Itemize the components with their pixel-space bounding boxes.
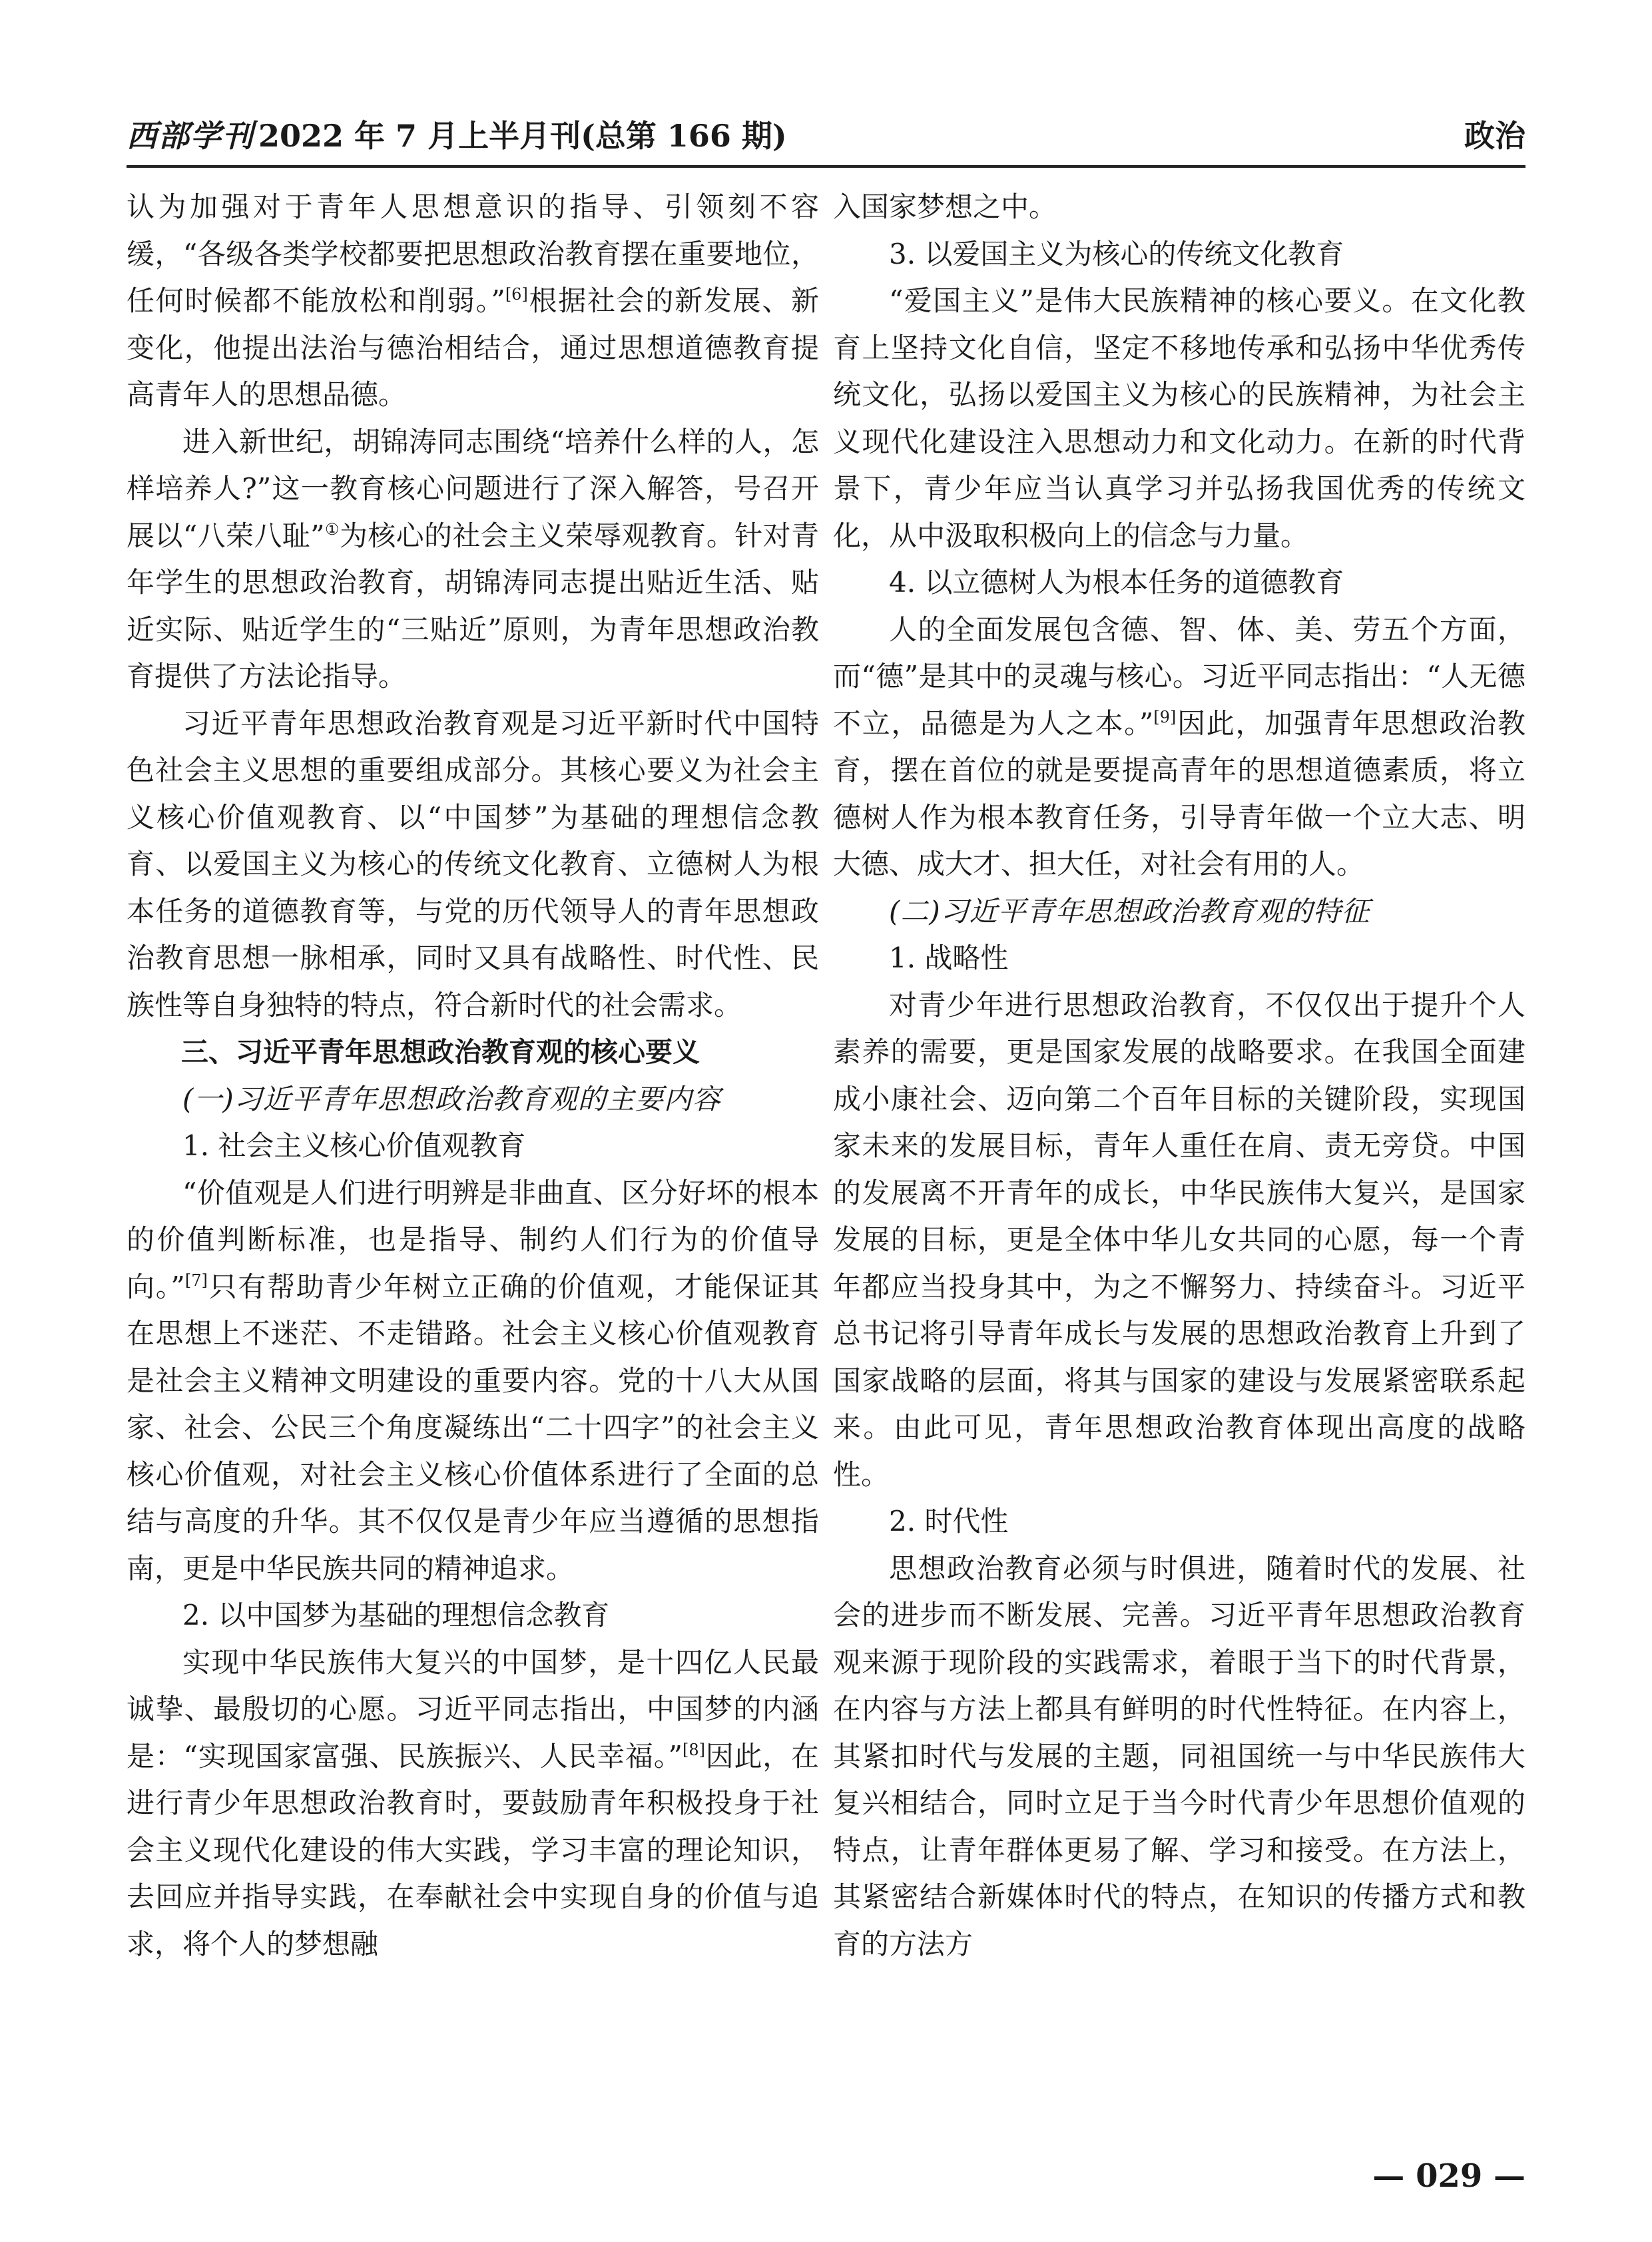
page-header: [127, 112, 1525, 168]
section-label: 政治: [1464, 118, 1525, 154]
section-heading: [127, 1029, 819, 1076]
citation-ref: [9]: [1153, 707, 1177, 726]
citation-ref: [7]: [184, 1270, 208, 1290]
right-column: [833, 184, 1525, 1968]
paragraph-text: 习近平青年思想政治教育观是习近平新时代中国特色社会主义思想的重要组成部分。其核心要义为社会主义核心价值观教育、以“中国梦”为基础的理想信念教育、以爱国主义为核心的传统文化教育、立德树人为根本任务的道德教育等，与党的历代领导人的青年思想政治教育思想一脉相承，同时又具有战略性、时代性、民族性等自身独特的特点，符合新时代的社会需求。: [127, 706, 819, 1021]
paragraph: [833, 607, 1525, 888]
paragraph-text: 1. 社会主义核心价值观教育: [182, 1129, 526, 1162]
paragraph-text: “爱国主义”是伟大民族精神的核心要义。在文化教育上坚持文化自信，坚定不移地传承和弘扬中华优秀传统文化，弘扬以爱国主义为核心的民族精神，为社会主义现代化建设注入思想动力和文化动力。在新的时代背景下，青少年应当认真学习并弘扬我国优秀的传统文化，从中汲取积极向上的信念与力量。: [833, 284, 1525, 552]
citation-ref: ①: [324, 519, 340, 539]
paragraph-text: 3. 以爱国主义为核心的传统文化教育: [889, 237, 1344, 270]
journal-logo: 西部学刊: [127, 118, 254, 154]
paragraph-text: 实现中华民族伟大复兴的中国梦，是十四亿人民最诚挚、最殷切的心愿。习近平同志指出，中国梦的内涵是：“实现国家富强、民族振兴、人民幸福。”: [127, 1645, 819, 1773]
paragraph: [833, 982, 1525, 1499]
paragraph-text: 2. 以中国梦为基础的理想信念教育: [182, 1599, 610, 1631]
paragraph-text: 1. 战略性: [889, 942, 1009, 974]
subsection-heading: [127, 1076, 819, 1123]
paragraph-text: 思想政治教育必须与时俱进，随着时代的发展、社会的进步而不断发展、完善。习近平青年思想政治教育观来源于现阶段的实践需求，着眼于当下的时代背景，在内容与方法上都具有鲜明的时代性特征。在内容上，其紧扣时代与发展的主题，同祖国统一与中华民族伟大复兴相结合，同时立足于当今时代青少年思想价值观的特点，让青年群体更易了解、学习和接受。在方法上，其紧密结合新媒体时代的特点，在知识的传播方式和教育的方法方: [833, 1551, 1525, 1960]
header-left: [127, 112, 787, 156]
page-number: — 029 —: [1372, 2157, 1525, 2195]
paragraph: [833, 559, 1525, 607]
paragraph: [127, 419, 819, 701]
paragraph-text: (二)习近平青年思想政治教育观的特征: [889, 894, 1370, 928]
paragraph: [833, 1498, 1525, 1545]
paragraph-text: 入国家梦想之中。: [833, 190, 1057, 223]
issue-info: 2022 年 7 月上半月刊(总第 166 期): [258, 118, 787, 154]
subsection-heading: [833, 888, 1525, 936]
paragraph: [833, 231, 1525, 278]
paragraph-text: 为核心的社会主义荣辱观教育。针对青年学生的思想政治教育，胡锦涛同志提出贴近生活、贴近实际、贴近学生的“三贴近”原则，为青年思想政治教育提供了方法论指导。: [127, 519, 819, 693]
paragraph-text: 认为加强对于青年人思想意识的指导、引领刻不容缓，“各级各类学校都要把思想政治教育摆在重要地位，任何时候都不能放松和削弱。”: [127, 190, 819, 317]
paragraph: [127, 1123, 819, 1170]
paragraph-text: 2. 时代性: [889, 1505, 1009, 1538]
paragraph-text: 三、习近平青年思想政治教育观的核心要义: [181, 1036, 700, 1068]
paragraph: [127, 701, 819, 1029]
paragraph-text: 因此，在进行青少年思想政治教育时，要鼓励青年积极投身于社会主义现代化建设的伟大实践，学习丰富的理论知识，去回应并指导实践，在奉献社会中实现自身的价值与追求，将个人的梦想融: [127, 1739, 819, 1960]
paragraph-text: (一)习近平青年思想政治教育观的主要内容: [182, 1082, 721, 1115]
paragraph-text: 进入新世纪，胡锦涛同志围绕“培养什么样的人，怎样培养人?”这一教育核心问题进行了深入解答，号召开展以“八荣八耻”: [127, 425, 819, 552]
citation-ref: [6]: [505, 285, 528, 304]
paragraph: [833, 935, 1525, 982]
paragraph-text: 对青少年进行思想政治教育，不仅仅出于提升个人素养的需要，更是国家发展的战略要求。在我国全面建成小康社会、迈向第二个百年目标的关键阶段，实现国家未来的发展目标，青年人重任在肩、责无旁贷。中国的发展离不开青年的成长，中华民族伟大复兴，是国家发展的目标，更是全体中华儿女共同的心愿，每一个青年都应当投身其中，为之不懈努力、持续奋斗。习近平总书记将引导青年成长与发展的思想政治教育上升到了国家战略的层面，将其与国家的建设与发展紧密联系起来。由此可见，青年思想政治教育体现出高度的战略性。: [833, 988, 1525, 1491]
left-column: [127, 184, 819, 1968]
paragraph: [833, 278, 1525, 559]
paragraph-text: “价值观是人们进行明辨是非曲直、区分好坏的根本的价值判断标准，也是指导、制约人们行为的价值导向。”: [127, 1176, 819, 1303]
paragraph: [833, 184, 1525, 231]
paragraph: [833, 1545, 1525, 1968]
paragraph: [127, 1170, 819, 1593]
paragraph: [127, 1592, 819, 1639]
paragraph-text: 4. 以立德树人为根本任务的道德教育: [889, 566, 1344, 599]
paragraph-text: 根据社会的新发展、新变化，他提出法治与德治相结合，通过思想道德教育提高青年人的思想品德。: [127, 284, 819, 411]
paragraph-text: 人的全面发展包含德、智、体、美、劳五个方面，而“德”是其中的灵魂与核心。习近平同志指出：“人无德不立，品德是为人之本。”: [833, 613, 1525, 740]
paragraph: [127, 1639, 819, 1968]
paragraph-text: 只有帮助青少年树立正确的价值观，才能保证其在思想上不迷茫、不走错路。社会主义核心价值观教育是社会主义精神文明建设的重要内容。党的十八大从国家、社会、公民三个角度凝练出“二十四字”的社会主义核心价值观，对社会主义核心价值体系进行了全面的总结与高度的升华。其不仅仅是青少年应当遵循的思想指南，更是中华民族共同的精神追求。: [127, 1270, 819, 1585]
citation-ref: [8]: [682, 1740, 705, 1759]
paragraph-text: 因此，加强青年思想政治教育，摆在首位的就是要提高青年的思想道德素质，将立德树人作为根本教育任务，引导青年做一个立大志、明大德、成大才、担大任，对社会有用的人。: [833, 706, 1525, 880]
paragraph: [127, 184, 819, 419]
